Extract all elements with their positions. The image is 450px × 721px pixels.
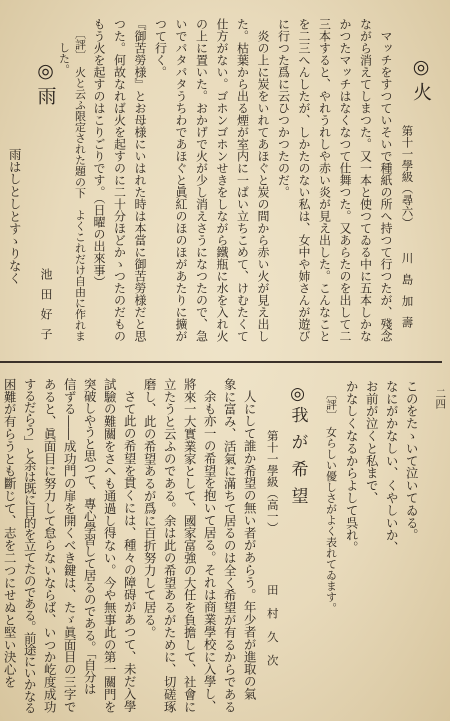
- essay-fire-line: を二三へんしたが、しかたのない私は、女中や姉さんが遊び: [297, 18, 311, 342]
- essay-hope-line: 將來一大實業家として、國家富強の大任を負擔して、社會に: [182, 378, 198, 713]
- essay-hope-line: 信ずる――成功門の扉を開くべき鍵は、たゞ眞面目の三字で: [62, 378, 78, 713]
- essay-hope-line: 余も亦一の希望を抱いて居る。それは商業學校に入學し、: [202, 390, 218, 713]
- essay-rain-author: 池田好子: [39, 268, 53, 348]
- essay-hope-line: するだらう」と余は既に目的を立てたのである。前途にいかなる: [22, 378, 38, 713]
- essay-fire-line: 『御苦勞様』とお母様にいはれた時は本當に御苦勞様だと思: [133, 18, 147, 342]
- essay-hope-line: 象に富み、活氣に滿ちて居るのは全く希望が有るからである: [222, 378, 238, 713]
- essay-fire-author: 川島加壽: [400, 252, 415, 338]
- essay-fire-line: 仕方がない。ゴホンゴホンせきをしながら鐵瓶に水を入れ火: [215, 18, 229, 342]
- essay-hope-line: 試驗の難關をさへも通過し得ない。今や無事此の第一關門を: [102, 378, 118, 713]
- title-mark: ◎: [287, 384, 308, 406]
- essay-hope-author: 田村久次: [265, 584, 280, 678]
- essay-fire-line: いでパタパタうちわであほぐと眞紅のほのほがあたりに擴が: [174, 18, 188, 342]
- essay-fire-line: 三本すると、やれうれしや赤い炎が見え出した。こんなこと: [317, 18, 332, 342]
- essay-hope-line: さて此の希望を貫くには、種々の障碍があつて、未だ入學: [122, 390, 138, 713]
- essay-fire-line: 炎の上に炭をいれてあほぐと炭の間から赤い火が見え出し: [256, 30, 270, 342]
- essay-fire-line: に行つた爲に云ひつかつたのだ。: [276, 18, 291, 198]
- essay-hope-title: [289, 384, 306, 514]
- essay-rain-line: お前が泣くと私まで、: [364, 380, 380, 504]
- essay-fire-review: した。: [57, 42, 71, 75]
- essay-rain-line: このをたゝいて泣いてゐる。: [404, 380, 420, 542]
- essay-fire-line: もう火を起すのはこりごりです。（日曜の出來事）: [92, 18, 106, 288]
- essay-fire-line: つた。何故なれば火を起すのに二十分ほどかゝつたのだもの: [112, 18, 127, 342]
- essay-fire-line: マッチをすつていそいで種紙の所へ持つて行つたが、殘念: [379, 30, 393, 342]
- essay-fire-line: の上に置いた。おかげで火が少し消えさうになつたので、急: [194, 18, 209, 342]
- essay-fire-line: た。枯葉から出る煙が室内に一ぱい立ちこめて、けむたくて: [235, 18, 250, 342]
- essay-rain-line: なにがかなしい、くやしいか、: [384, 380, 400, 554]
- essay-fire-review: 〔評〕 火と云ふ限定された題の下 よくこれだけ自由に作れま: [73, 28, 87, 342]
- essay-rain-review: 〔評〕 女らしい優しさがよく表れてゐます。: [324, 388, 338, 614]
- essay-fire-line: かつたマッチはなくなつて仕舞つた。又あらたのを出して二: [338, 18, 352, 342]
- essay-hope-line: 困難が有らうとも斷じて、志を二つにせぬと堅い決心を: [2, 378, 18, 688]
- essay-rain-title: [36, 60, 55, 105]
- title-text: 火: [410, 82, 432, 101]
- essay-hope-line: 突破しやうと思つて、專心學習して居るのである。「自分は: [82, 378, 98, 695]
- essay-fire-title: [411, 56, 430, 101]
- essay-hope-line: あると、眞面目に努力して怠らないならば、いつか屹度成功: [42, 378, 58, 713]
- page-number: 二四: [434, 388, 447, 409]
- title-text: 我が希望: [287, 406, 308, 514]
- title-mark: ◎: [410, 56, 432, 82]
- essay-rain-line: かなしくなるからよして呉れ。: [344, 380, 360, 554]
- essay-hope-grade: 第十一學級（高一）: [265, 430, 280, 534]
- essay-hope-line: 人にして誰か希望の無い者があらう。年少者が進取の氣: [242, 390, 258, 701]
- section-divider: [0, 361, 442, 363]
- essay-fire-line: つて行く。: [153, 18, 168, 78]
- title-text: 雨: [34, 86, 57, 105]
- essay-fire-line: ながら消えてしまつた。又一本と使つてゐる中に五本しかな: [358, 18, 373, 342]
- essay-fire-grade: 第十一學級（尋六）: [400, 125, 415, 229]
- essay-hope-line: 磨し、此の希望あるが爲に百折努力して居る。: [142, 378, 158, 639]
- essay-rain-line: 雨はしとしとすゝりなく: [7, 148, 23, 285]
- essay-hope-line: 立たうと云ふのである。余は此の希望あるがために、切磋琢: [162, 378, 178, 713]
- title-mark: ◎: [34, 60, 57, 86]
